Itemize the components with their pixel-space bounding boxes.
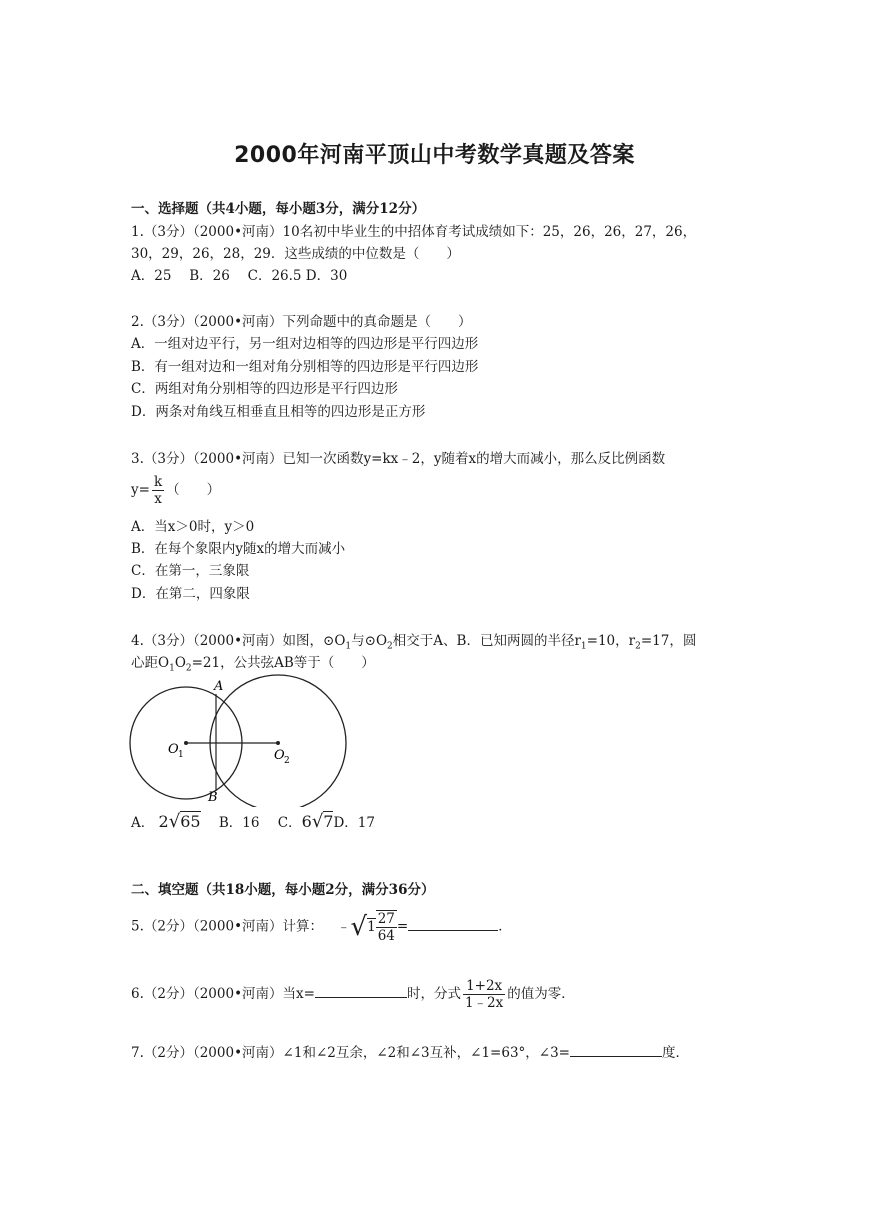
q4-coef: 6 bbox=[301, 812, 312, 831]
q3-frac-num: k bbox=[153, 474, 163, 490]
q3-stem: 3.（3分）（2000•河南）已知一次函数y=kx﹣2，y随着x的增大而减小，那么反比例函数 bbox=[131, 451, 666, 467]
q4-text: 与⊙O bbox=[351, 633, 388, 649]
point-o1 bbox=[184, 741, 188, 745]
q1-stem-line1: 1.（3分）（2000•河南）10名初中毕业生的中招体育考试成绩如下：25，26，26，27，26， bbox=[131, 224, 697, 240]
q7-line bbox=[131, 1042, 689, 1063]
q4-sub: 2 bbox=[387, 641, 393, 652]
q5-frac-den: 64 bbox=[377, 928, 395, 944]
q4-sub: 2 bbox=[635, 641, 641, 652]
q3-frac-den: x bbox=[154, 491, 162, 507]
q4-option-b: B．16 bbox=[218, 815, 260, 831]
q3-option-c: C．在第一，三象限 bbox=[131, 563, 250, 579]
q3-option-b: B．在每个象限内y随x的增大而减小 bbox=[131, 541, 346, 557]
q4-text: =21，公共弦AB等于（ ） bbox=[191, 655, 375, 671]
q3-fraction bbox=[152, 474, 164, 507]
section-2-heading: 二、填空题（共18小题，每小题2分，满分36分） bbox=[131, 882, 435, 898]
label-o1-sub: 1 bbox=[178, 750, 184, 760]
q5-fraction bbox=[376, 910, 397, 944]
q4-option-c-value: 6√7 bbox=[301, 811, 334, 832]
q5-end: ． bbox=[498, 918, 512, 935]
q5-equals: = bbox=[396, 918, 409, 935]
q4-text: =17，圆 bbox=[640, 633, 697, 649]
q2-stem: 2.（3分）（2000•河南）下列命题中的真命题是（ ） bbox=[131, 314, 472, 330]
q5-whole: 1 bbox=[367, 919, 376, 935]
label-a: A bbox=[214, 679, 224, 694]
q6-frac-num: 1+2x bbox=[463, 978, 505, 995]
page-title: 2000年河南平顶山中考数学真题及答案 bbox=[234, 143, 635, 168]
q6-prefix: 6.（2分）（2000•河南）当x= bbox=[131, 986, 315, 1002]
q5-sqrt: √1 $\frac{27}{64}$ bbox=[350, 911, 395, 944]
q4-option-a-value: 2√65 bbox=[158, 811, 201, 832]
q4-option-a-label: A． bbox=[131, 815, 155, 831]
q3-option-d: D．在第二，四象限 bbox=[131, 586, 250, 602]
q6-end: 的值为零． bbox=[507, 986, 575, 1002]
q6-fraction bbox=[463, 978, 505, 1011]
q2-option-b: B．有一组对边和一组对角分别相等的四边形是平行四边形 bbox=[131, 359, 479, 375]
q1-stem-line2: 30，29，26，28，29．这些成绩的中位数是（ ） bbox=[131, 246, 460, 262]
q3-func-suffix: （ ） bbox=[166, 482, 221, 498]
q4-text: O bbox=[174, 655, 186, 671]
q6-mid: 时，分式 bbox=[406, 986, 461, 1002]
q7-answer-blank[interactable] bbox=[570, 1042, 662, 1057]
q3-function bbox=[131, 474, 220, 507]
label-o2: O bbox=[274, 748, 285, 763]
q3-option-a: A．当x＞0时，y＞0 bbox=[131, 519, 255, 535]
q4-text: =10，r bbox=[586, 633, 636, 649]
q4-radicand: 7 bbox=[323, 812, 334, 831]
q6-line bbox=[131, 978, 575, 1011]
q2-option-d: D．两条对角线互相垂直且相等的四边形是正方形 bbox=[131, 404, 426, 420]
q4-sub: 1 bbox=[580, 641, 587, 652]
q4-text: 心距O bbox=[131, 655, 170, 671]
q5-frac-num: 27 bbox=[377, 911, 395, 927]
q5-answer-blank[interactable] bbox=[408, 916, 498, 931]
q4-sub: 1 bbox=[169, 663, 175, 674]
q7-prefix: 7.（2分）（2000•河南）∠1和∠2互余，∠2和∠3互补，∠1=63°，∠3= bbox=[131, 1045, 570, 1061]
q3-func-prefix: y= bbox=[131, 482, 150, 498]
q4-option-d: D．17 bbox=[333, 815, 375, 831]
q1-options: A．25 B．26 C．26.5 D．30 bbox=[131, 268, 348, 284]
intersecting-circles-figure bbox=[128, 673, 350, 807]
q4-sub: 1 bbox=[345, 641, 352, 652]
q2-option-c: C．两组对角分别相等的四边形是平行四边形 bbox=[131, 381, 398, 397]
label-b: B bbox=[208, 790, 218, 805]
q4-option-c-label: C． bbox=[277, 815, 302, 831]
label-o2-sub: 2 bbox=[284, 756, 290, 766]
q4-radicand: 65 bbox=[180, 812, 201, 831]
q4-sub: 2 bbox=[185, 663, 192, 674]
q2-option-a: A．一组对边平行，另一组对边相等的四边形是平行四边形 bbox=[131, 336, 479, 352]
q5-minus: ﹣ bbox=[337, 918, 351, 935]
q4-options bbox=[131, 812, 375, 833]
q6-frac-den: 1﹣2x bbox=[464, 995, 504, 1011]
section-1-heading: 一、选择题（共4小题，每小题3分，满分12分） bbox=[131, 201, 426, 217]
q7-end: 度． bbox=[662, 1045, 689, 1061]
q4-coef: 2 bbox=[158, 812, 169, 831]
q6-answer-blank[interactable] bbox=[315, 983, 407, 998]
point-o2 bbox=[276, 741, 280, 745]
q5-prefix: 5.（2分）（2000•河南）计算： bbox=[131, 918, 324, 935]
q4-text: 相交于A、B．已知两圆的半径r bbox=[392, 633, 581, 649]
q5-line bbox=[131, 910, 512, 944]
label-o1: O bbox=[168, 742, 179, 757]
q4-text: 4.（3分）（2000•河南）如图，⊙O bbox=[131, 633, 346, 649]
